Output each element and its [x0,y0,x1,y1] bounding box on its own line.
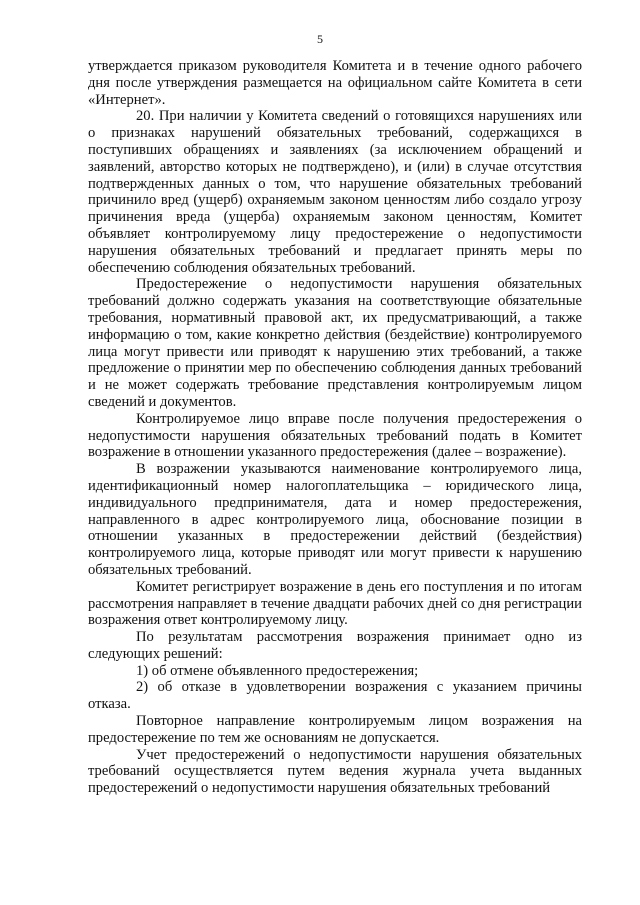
paragraph-5: В возражении указываются наименование контролируемого лица, идентификационный номер налогоплательщика – юридического лица, индивидуального предпринимателя, дата и номер предостережения, направленного в адрес контролируемого лица, обоснование позиции в отношении указанных в предостережении действий (бездействия) контролируемого лица, которые приводят или могут привести к нарушению обязательных требований. [88,461,582,578]
paragraph-3: Предостережение о недопустимости нарушения обязательных требований должно содержать указания на соответствующие обязательные требования, нормативный правовой акт, их предусматривающий, а также информацию о том, какие конкретно действия (бездействие) контролируемого лица могут привести или приводят к нарушению этих требований, а также предложение о принятии мер по обеспечению соблюдения данных требований и не может содержать требование представления контролируемым лицом сведений и документов. [88,276,582,410]
document-body [88,58,582,797]
paragraph-2: 20. При наличии у Комитета сведений о готовящихся нарушениях или о признаках нарушений обязательных требований, содержащихся в поступивших обращениях и заявлениях (за исключением обращений и заявлений, авторство которых не подтверждено), и (или) в случае отсутствия подтвержденных данных о том, что нарушение обязательных требований причинило вред (ущерб) охраняемым законом ценностям либо создало угрозу причинения вреда (ущерба) охраняемым законом ценностям, Комитет объявляет контролируемому лицу предостережение о недопустимости нарушения обязательных требований и предлагает принять меры по обеспечению соблюдения обязательных требований. [88,108,582,276]
paragraph-6: Комитет регистрирует возражение в день его поступления и по итогам рассмотрения направляет в течение двадцати рабочих дней со дня регистрации возражения ответ контролируемому лицу. [88,578,582,629]
paragraph-11: Учет предостережений о недопустимости нарушения обязательных требований осуществляется путем ведения журнала учета выданных предостережений о недопустимости нарушения обязательных требований [88,746,582,797]
paragraph-8: 1) об отмене объявленного предостережения; [136,662,419,679]
paragraph-7: По результатам рассмотрения возражения принимает одно из следующих решений: [88,629,582,662]
paragraph-4: Контролируемое лицо вправе после получения предостережения о недопустимости нарушения обязательных требований подать в Комитет возражение в отношении указанного предостережения (далее – возражение). [88,410,582,461]
paragraph-9: 2) об отказе в удовлетворении возражения с указанием причины отказа. [88,679,582,713]
page-number: 5 [317,32,323,46]
paragraph-10: Повторное направление контролируемым лицом возражения на предостережение по тем же основаниям не допускается. [88,713,582,746]
paragraph-1: утверждается приказом руководителя Комитета и в течение одного рабочего дня после утверждения размещается на официальном сайте Комитета в сети «Интернет». [88,58,582,108]
